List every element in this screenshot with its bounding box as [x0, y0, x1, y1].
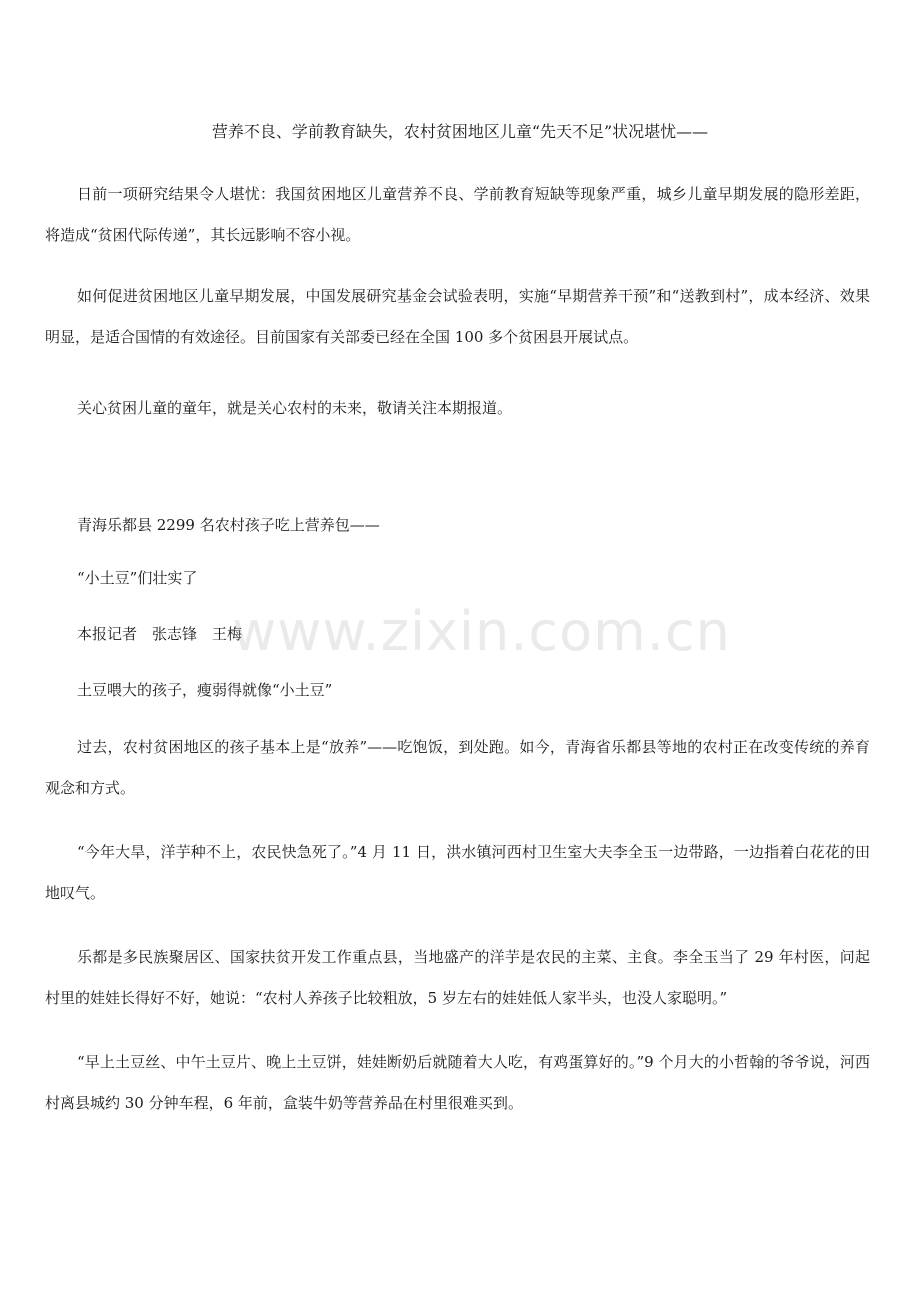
- paragraph-ledu: 乐都是多民族聚居区、国家扶贫开发工作重点县，当地盛产的洋芋是农民的主菜、主食。李全玉当了 29 年村医，问起村里的娃娃长得好不好，她说：“农村人养孩子比较粗放，5 岁左右的娃娃低人家半头，也没人家聪明。”: [45, 948, 870, 1007]
- paragraph-past: 过去，农村贫困地区的孩子基本上是“放养”——吃饱饭，到处跑。如今，青海省乐都县等地的农村正在改变传统的养育观念和方式。: [45, 738, 870, 797]
- article-kicker: 青海乐都县 2299 名农村孩子吃上营养包——: [77, 516, 380, 534]
- article-headline: “小土豆”们壮实了: [77, 569, 198, 587]
- paragraph-pilot: 如何促进贫困地区儿童早期发展，中国发展研究基金会试验表明，实施“早期营养干预”和“送教到村”，成本经济、效果明显，是适合国情的有效途径。目前国家有关部委已经在全国 100 多个贫困县开展试点。: [45, 287, 870, 346]
- section-subheading: 土豆喂大的孩子，瘦弱得就像“小土豆”: [77, 681, 333, 699]
- paragraph-potato-diet: “早上土豆丝、中午土豆片、晚上土豆饼，娃娃断奶后就随着大人吃，有鸡蛋算好的。”9 个月大的小哲翰的爷爷说，河西村离县城约 30 分钟车程，6 年前，盒装牛奶等营养品在村里很难买到。: [45, 1053, 870, 1112]
- article-byline: 本报记者 张志锋 王梅: [77, 625, 243, 643]
- watermark-text: www.zixin.com.cn: [232, 600, 731, 663]
- paragraph-call-to-attention: 关心贫困儿童的童年，就是关心农村的未来，敬请关注本期报道。: [77, 399, 513, 417]
- document-title: 营养不良、学前教育缺失，农村贫困地区儿童“先天不足”状况堪忧——: [211, 122, 709, 141]
- paragraph-drought: “今年大旱，洋芋种不上，农民快急死了。”4 月 11 日，洪水镇河西村卫生室大夫李全玉一边带路，一边指着白花花的田地叹气。: [45, 843, 870, 902]
- paragraph-intro: 日前一项研究结果令人堪忧：我国贫困地区儿童营养不良、学前教育短缺等现象严重，城乡儿童早期发展的隐形差距，将造成“贫困代际传递”，其长远影响不容小视。: [45, 185, 870, 244]
